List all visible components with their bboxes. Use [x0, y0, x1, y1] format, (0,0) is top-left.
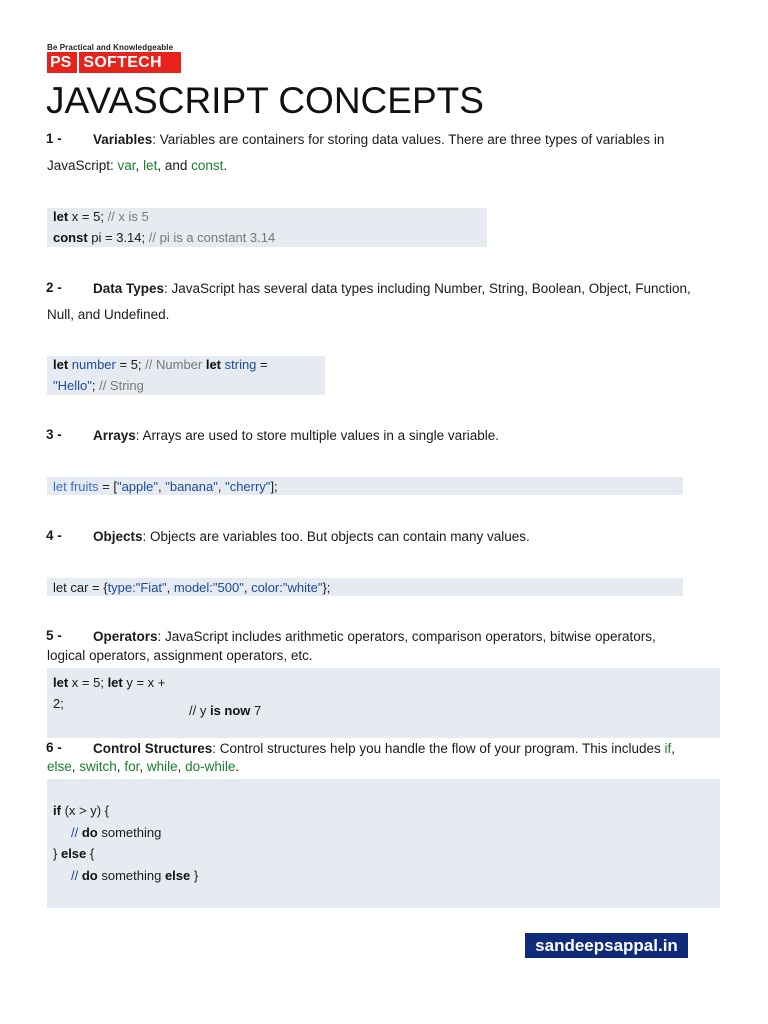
code-text: (x > y) {	[60, 803, 109, 818]
code-line	[71, 865, 198, 886]
logo	[47, 52, 181, 73]
code-keyword: let	[53, 357, 69, 372]
code-text: = 5;	[115, 357, 146, 372]
code-text: let car = {	[53, 580, 108, 595]
code-string: "Hello"	[53, 378, 92, 393]
section-text	[93, 626, 728, 647]
code-comment: //	[71, 825, 82, 840]
code-line	[53, 354, 268, 375]
code-line: 2;	[53, 696, 64, 711]
code-variable: number	[68, 357, 116, 372]
keyword: do-while	[185, 759, 236, 774]
code-line	[53, 227, 275, 248]
section-number: 2 -	[46, 280, 62, 295]
code-string: "apple"	[116, 479, 158, 494]
site-link[interactable]: sandeepsappal.in	[525, 933, 688, 958]
code-text: ];	[270, 479, 278, 494]
text: ,	[671, 741, 676, 756]
section-description: : JavaScript has several data types including Number, String, Boolean, Object, Function,	[164, 281, 691, 296]
code-line	[53, 206, 149, 227]
keyword: else	[47, 759, 72, 774]
text: .	[235, 759, 240, 774]
code-property: color:"white"	[251, 580, 323, 595]
code-text: x = 5;	[68, 675, 108, 690]
section-text	[93, 425, 728, 446]
section-text	[93, 526, 728, 547]
section-description: : JavaScript includes arithmetic operators, comparison operators, bitwise operators,	[157, 629, 656, 644]
code-keyword: let fruits	[53, 479, 99, 494]
code-string: "cherry"	[225, 479, 271, 494]
section-term: Objects	[93, 529, 143, 544]
code-comment: // y	[189, 703, 210, 718]
keyword: switch	[79, 759, 117, 774]
code-variable: string	[221, 357, 257, 372]
code-line	[53, 577, 330, 598]
section-text	[93, 129, 728, 150]
keyword: let	[143, 158, 158, 173]
section-text	[93, 738, 728, 759]
code-text: = [	[98, 479, 117, 494]
section-term: Variables	[93, 132, 153, 147]
code-property: type:"Fiat"	[107, 580, 167, 595]
code-block	[47, 477, 683, 495]
code-comment: //	[71, 868, 82, 883]
code-comment: // pi is a constant 3.14	[148, 230, 276, 245]
code-keyword: do	[81, 825, 98, 840]
logo-divider	[77, 52, 79, 73]
section-term: Control Structures	[93, 741, 213, 756]
code-line	[71, 822, 161, 843]
section-description: : Objects are variables too. But objects can contain many values.	[142, 529, 530, 544]
text: ,	[135, 158, 144, 173]
code-text: y = x +	[122, 675, 166, 690]
section-description: : Arrays are used to store multiple values in a single variable.	[135, 428, 499, 443]
keyword: const	[191, 158, 224, 173]
text: JavaScript:	[47, 158, 118, 173]
code-text: ,	[158, 479, 166, 494]
code-line	[53, 800, 109, 821]
code-keyword: const	[53, 230, 88, 245]
code-property: model:"500"	[173, 580, 244, 595]
section-number: 1 -	[46, 131, 62, 146]
code-block	[47, 208, 487, 247]
section-term: Arrays	[93, 428, 136, 443]
section-number: 4 -	[46, 528, 62, 543]
section-number: 6 -	[46, 740, 62, 755]
section-text-line2: Null, and Undefined.	[47, 307, 170, 322]
code-keyword: let	[107, 675, 123, 690]
code-text: ,	[166, 580, 174, 595]
keyword: var	[117, 158, 136, 173]
section-number: 3 -	[46, 427, 62, 442]
code-text: {	[86, 846, 95, 861]
code-keyword: let	[205, 357, 222, 372]
keyword: for	[124, 759, 140, 774]
section-text-line2	[47, 158, 227, 173]
code-line	[189, 700, 261, 721]
code-text: something	[97, 825, 162, 840]
code-text: ;	[91, 378, 100, 393]
section-number: 5 -	[46, 628, 62, 643]
logo-tagline: Be Practical and Knowledgeable	[47, 43, 174, 52]
code-comment: // String	[99, 378, 144, 393]
keyword: if	[664, 741, 672, 756]
code-text: }	[53, 846, 61, 861]
code-line	[53, 843, 94, 864]
code-block	[47, 668, 720, 738]
code-keyword: let	[53, 675, 69, 690]
code-text: ,	[243, 580, 252, 595]
section-description: : Variables are containers for storing data values. There are three types of variables in	[152, 132, 665, 147]
text: .	[223, 158, 228, 173]
code-text: x = 5;	[68, 209, 108, 224]
code-line	[53, 375, 144, 396]
section-text-line2: logical operators, assignment operators, etc.	[47, 648, 313, 663]
code-keyword: let	[53, 209, 69, 224]
code-text: =	[256, 357, 268, 372]
section-term: Operators	[93, 629, 158, 644]
code-string: "banana"	[165, 479, 218, 494]
logo-ps: PS	[50, 53, 72, 71]
code-keyword: if	[53, 803, 61, 818]
code-comment: // x is 5	[107, 209, 149, 224]
code-keyword: else	[164, 868, 191, 883]
section-text	[93, 278, 728, 299]
keyword: while	[146, 759, 178, 774]
code-keyword: do	[81, 868, 98, 883]
code-line	[53, 672, 165, 693]
logo-name: SOFTECH	[83, 53, 162, 71]
section-term: Data Types	[93, 281, 165, 296]
code-text: }	[190, 868, 199, 883]
code-text: };	[322, 580, 331, 595]
code-text: pi = 3.14;	[87, 230, 149, 245]
code-text: 7	[250, 703, 262, 718]
code-block	[47, 779, 720, 908]
text: , and	[157, 158, 192, 173]
code-keyword: is now	[209, 703, 251, 718]
code-text: something	[97, 868, 165, 883]
code-block	[47, 578, 683, 596]
section-text-line2: else, switch, for, while, do-while.	[47, 759, 240, 774]
code-block	[47, 356, 325, 395]
page-title: JAVASCRIPT CONCEPTS	[46, 80, 484, 121]
code-line	[53, 476, 278, 497]
code-text: ,	[217, 479, 226, 494]
code-comment: // Number	[145, 357, 206, 372]
section-description: : Control structures help you handle the flow of your program. This includes	[212, 741, 665, 756]
code-keyword: else	[60, 846, 87, 861]
